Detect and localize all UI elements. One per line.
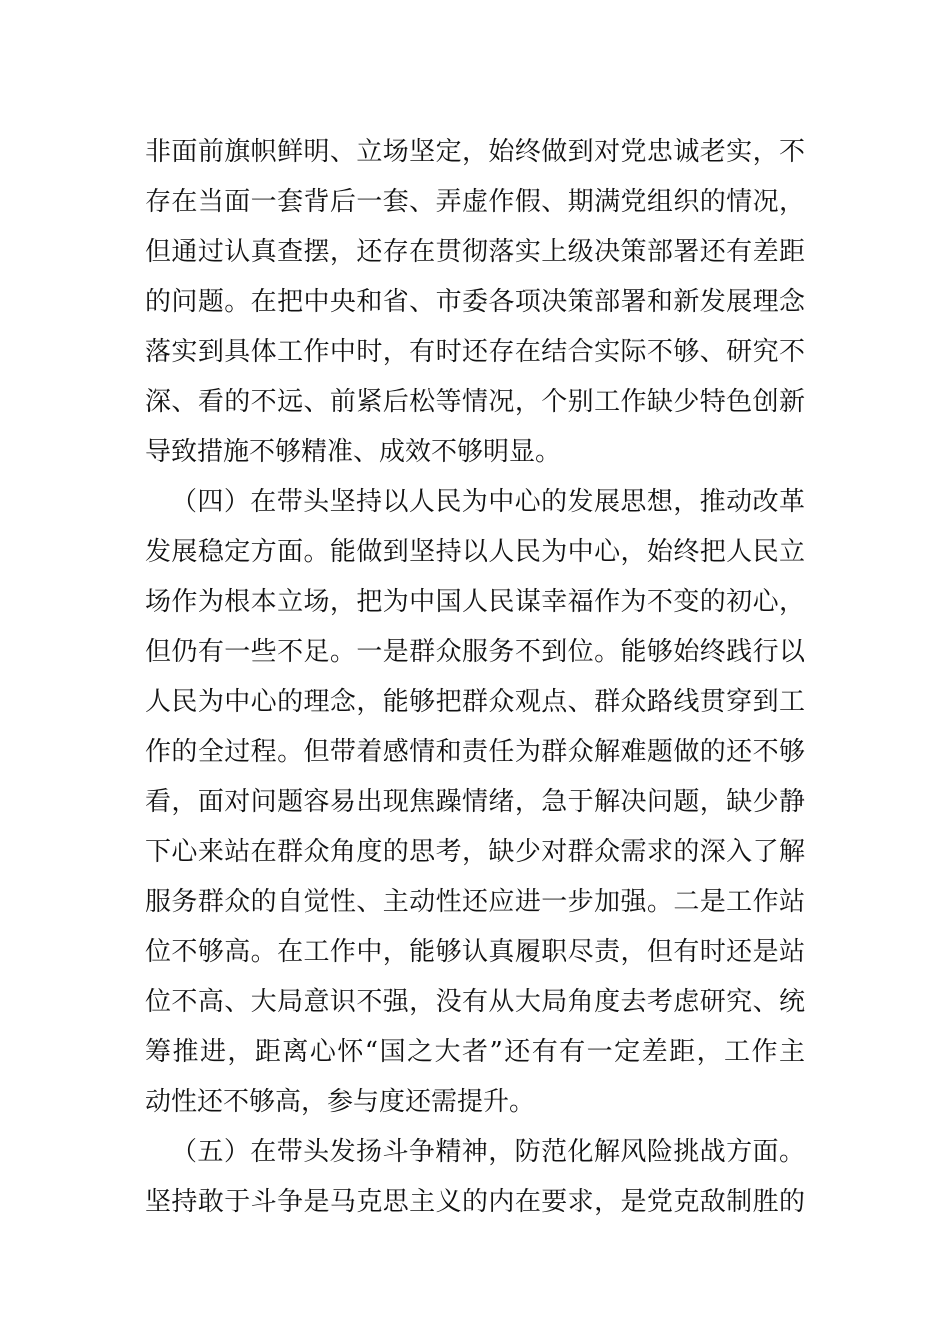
text-line: 发展稳定方面。能做到坚持以人民为中心，始终把人民立 — [145, 537, 805, 567]
text-line: 非面前旗帜鲜明、立场坚定，始终做到对党忠诚老实，不 — [145, 137, 805, 167]
text-line: 服务群众的自觉性、主动性还应进一步加强。二是工作站 — [145, 887, 805, 917]
text-line: 导致措施不够精准、成效不够明显。 — [145, 437, 562, 467]
text-line: 作的全过程。但带着感情和责任为群众解难题做的还不够 — [145, 737, 805, 767]
text-line: 的问题。在把中央和省、市委各项决策部署和新发展理念 — [145, 287, 805, 317]
text-line: 动性还不够高，参与度还需提升。 — [145, 1087, 536, 1117]
section-heading-line: （五）在带头发扬斗争精神，防范化解风险挑战方面。 — [171, 1137, 805, 1167]
text-line: 位不高、大局意识不强，没有从大局角度去考虑研究、统 — [145, 987, 805, 1017]
text-line: 落实到具体工作中时，有时还存在结合实际不够、研究不 — [145, 337, 805, 367]
text-line: 人民为中心的理念，能够把群众观点、群众路线贯穿到工 — [145, 687, 805, 717]
text-line: 但通过认真查摆，还存在贯彻落实上级决策部署还有差距 — [145, 237, 805, 267]
text-line: 场作为根本立场，把为中国人民谋幸福作为不变的初心， — [145, 587, 805, 617]
text-line: 筹推进，距离心怀“国之大者”还有有一定差距，工作主 — [145, 1037, 805, 1067]
body-text — [145, 127, 805, 1227]
text-line: 下心来站在群众角度的思考，缺少对群众需求的深入了解 — [145, 837, 805, 867]
text-line: 深、看的不远、前紧后松等情况，个别工作缺少特色创新 — [145, 387, 805, 417]
text-line: 坚持敢于斗争是马克思主义的内在要求，是党克敌制胜的 — [145, 1187, 805, 1217]
text-line: 存在当面一套背后一套、弄虚作假、期满党组织的情况， — [145, 187, 805, 217]
section-heading-line: （四）在带头坚持以人民为中心的发展思想，推动改革 — [171, 487, 805, 517]
text-line: 位不够高。在工作中，能够认真履职尽责，但有时还是站 — [145, 937, 805, 967]
text-line: 但仍有一些不足。一是群众服务不到位。能够始终践行以 — [145, 637, 805, 667]
text-line: 看，面对问题容易出现焦躁情绪，急于解决问题，缺少静 — [145, 787, 805, 817]
